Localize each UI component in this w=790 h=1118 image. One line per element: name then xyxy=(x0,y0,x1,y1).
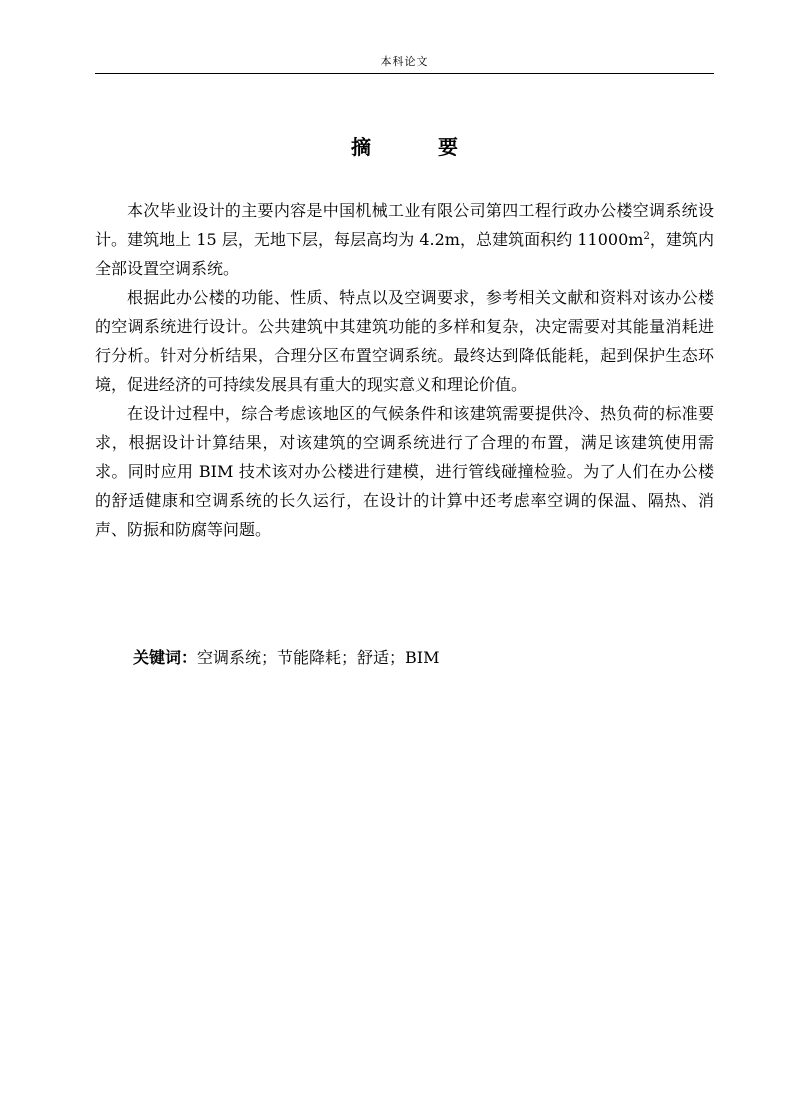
superscript-2: 2 xyxy=(643,231,650,242)
abstract-body xyxy=(95,196,714,544)
keywords-value: 空调系统；节能降耗；舒适；BIM xyxy=(197,648,440,667)
abstract-paragraph-3: 在设计过程中，综合考虑该地区的气候条件和该建筑需要提供冷、热负荷的标准要求，根据设计计算结果，对该建筑的空调系统进行了合理的布置，满足该建筑使用需求。同时应用 BIM 技术该对办公楼进行建模，进行管线碰撞检验。为了人们在办公楼的舒适健康和空调系统的长久运行，在设计的计算中还考虑率空调的保温、隔热、消声、防振和防腐等问题。 xyxy=(95,404,714,539)
keywords-label: 关键词： xyxy=(133,648,198,667)
header-rule xyxy=(95,73,714,74)
abstract-paragraph-1-tail: ，建筑内全部设置空调系统。 xyxy=(95,230,714,278)
running-header: 本科论文 xyxy=(380,55,429,68)
abstract-paragraph-1 xyxy=(95,196,714,283)
abstract-paragraph-1-text: 本次毕业设计的主要内容是中国机械工业有限公司第四工程行政办公楼空调系统设计。建筑地上 15 层，无地下层，每层高均为 4.2m，总建筑面积约 11000m xyxy=(95,201,714,249)
keywords-line xyxy=(133,643,714,672)
abstract-paragraph-2: 根据此办公楼的功能、性质、特点以及空调要求，参考相关文献和资料对该办公楼的空调系统进行设计。公共建筑中其建筑功能的多样和复杂，决定需要对其能量消耗进行分析。针对分析结果，合理分区布置空调系统。最终达到降低能耗，起到保护生态环境，促进经济的可持续发展具有重大的现实意义和理论价值。 xyxy=(95,288,714,394)
abstract-title: 摘 要 xyxy=(351,135,488,159)
